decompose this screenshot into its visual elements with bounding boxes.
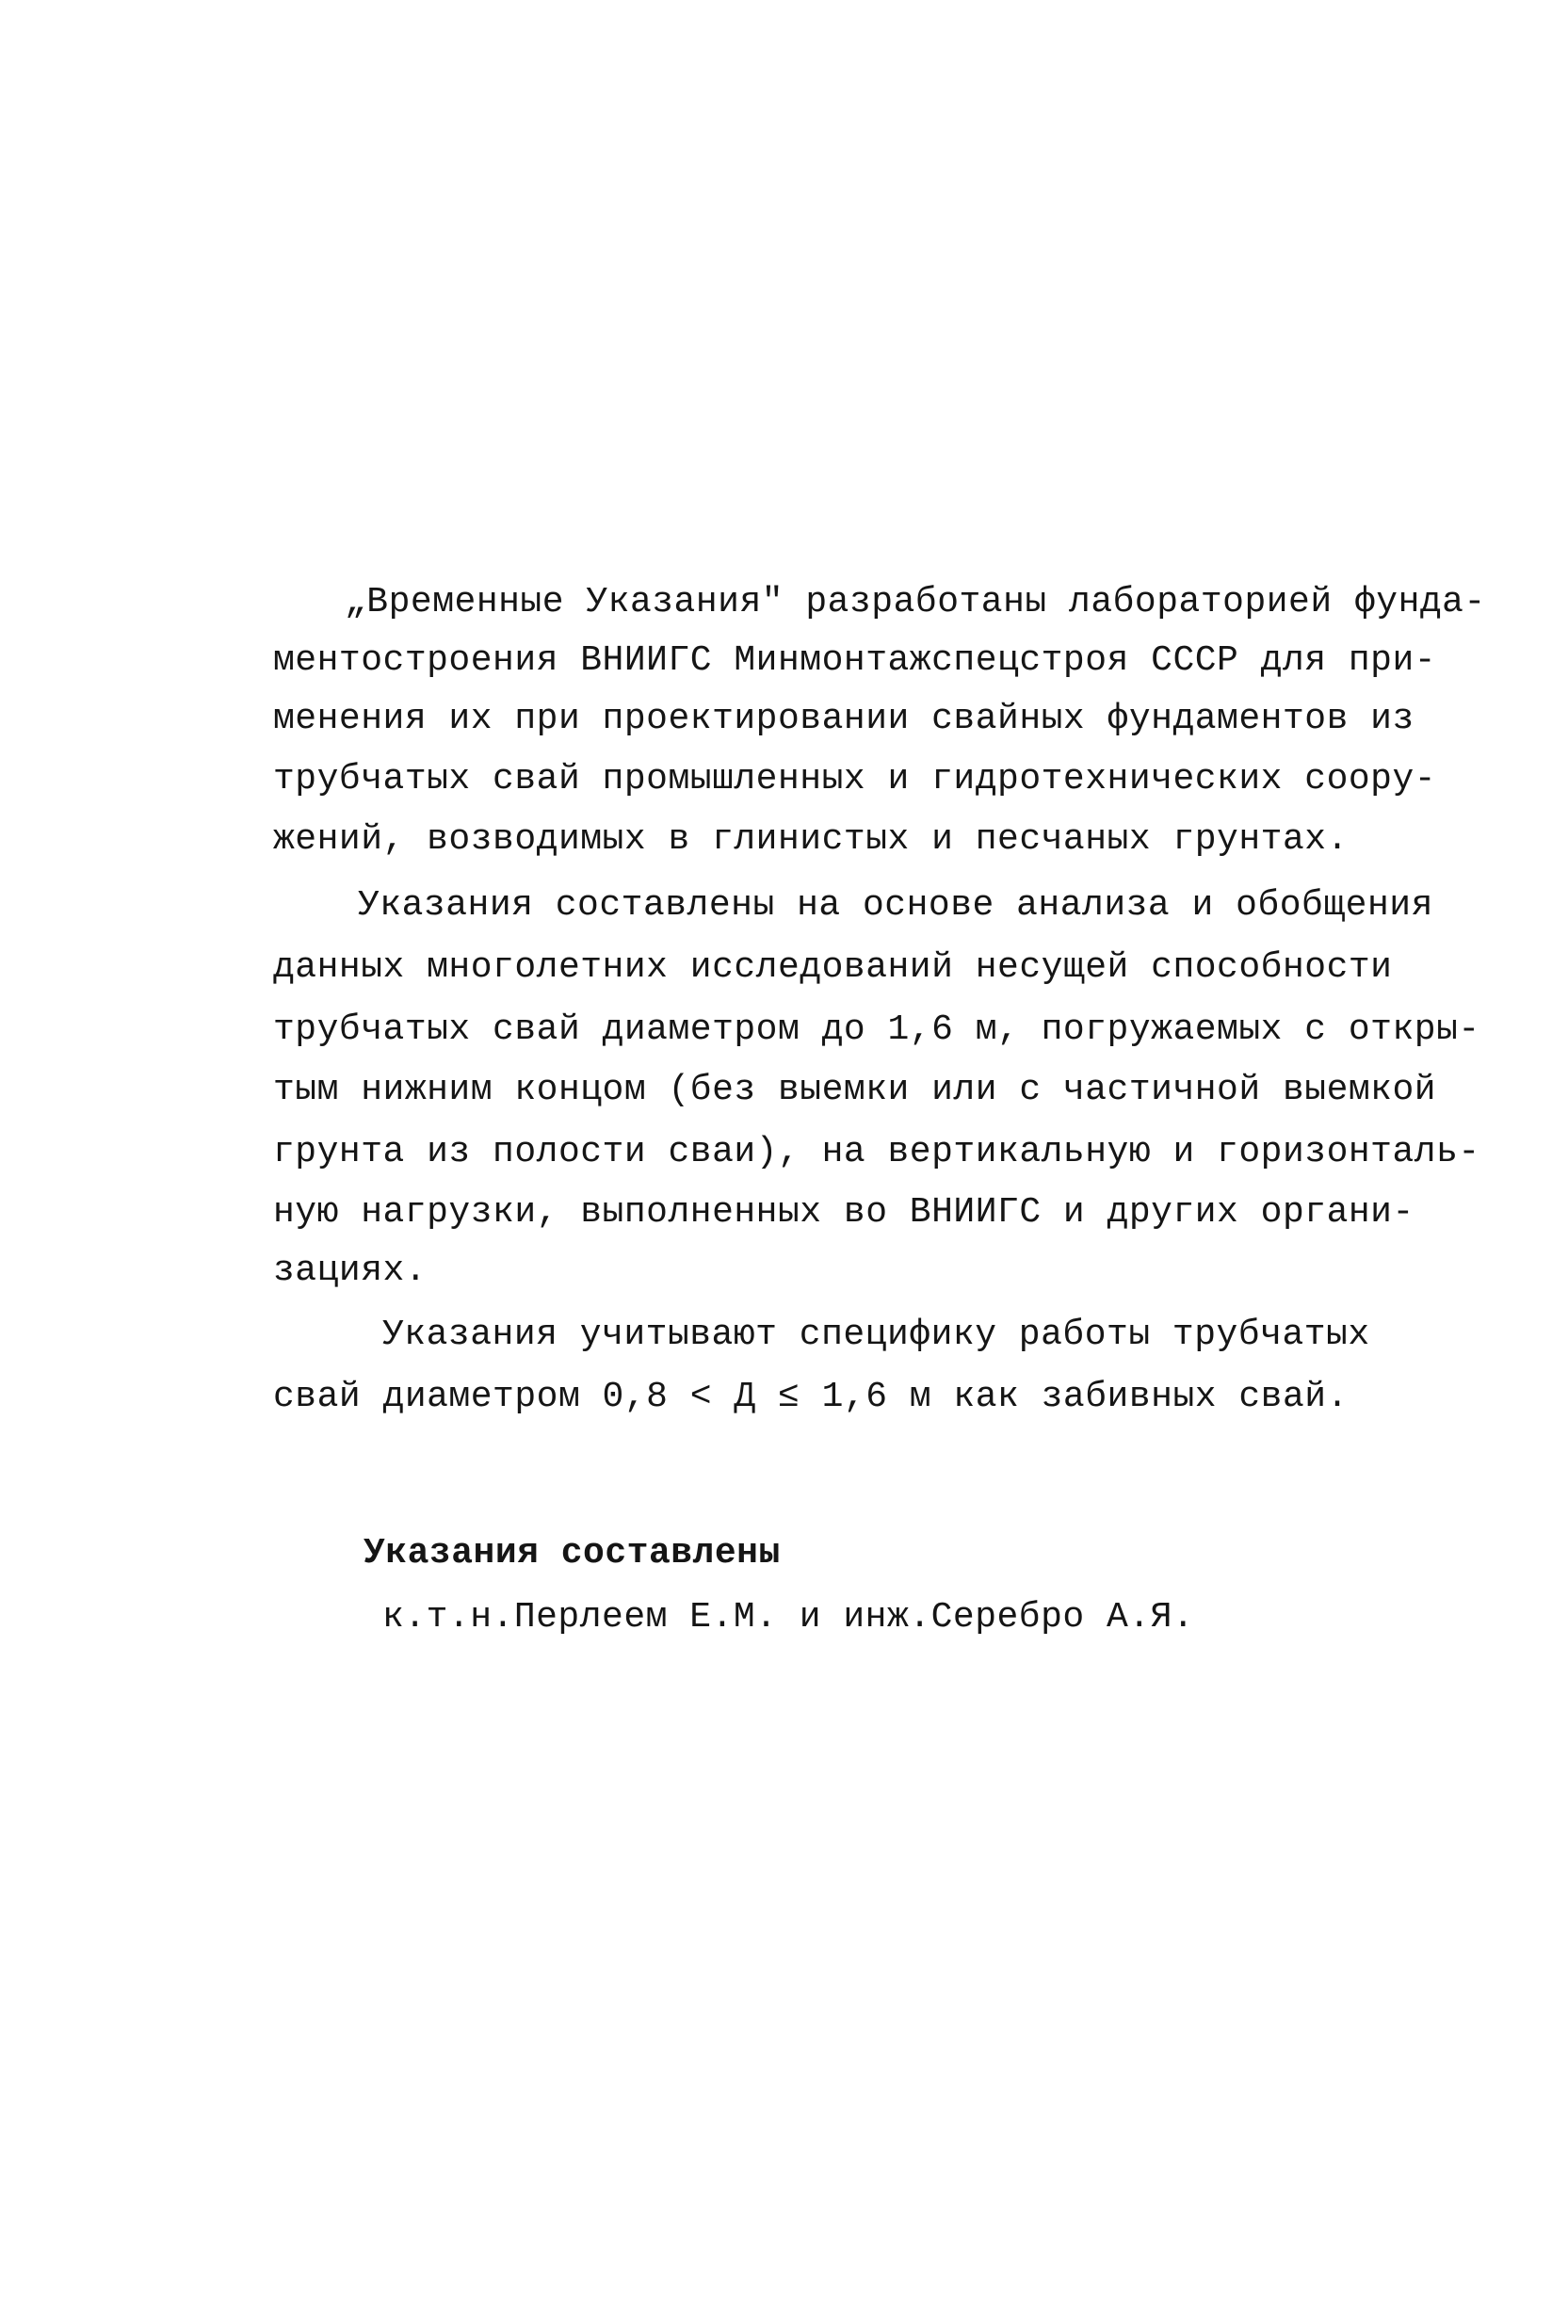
paragraph2-line5: грунта из полости сваи), на вертикальную и горизонталь-: [273, 1132, 1480, 1172]
paragraph2-line2: данных многолетних исследований несущей способности: [273, 947, 1393, 988]
authors-names: к.т.н.Перлеем Е.М. и инж.Серебро А.Я.: [382, 1597, 1195, 1638]
paragraph1-line5: жений, возводимых в глинистых и песчаных грунтах.: [273, 819, 1349, 860]
paragraph2-line7: зациях.: [273, 1251, 428, 1291]
paragraph1-line1: „Временные Указания" разработаны лабораторией фунда-: [345, 582, 1486, 622]
paragraph2-line6: ную нагрузки, выполненных во ВНИИГС и других органи-: [273, 1192, 1414, 1233]
paragraph2-line3: трубчатых свай диаметром до 1,6 м, погружаемых с откры-: [273, 1009, 1480, 1050]
paragraph3-line2: свай диаметром 0,8 < Д ≤ 1,6 м как забивных свай.: [273, 1377, 1349, 1417]
paragraph1-line4: трубчатых свай промышленных и гидротехнических соору-: [273, 759, 1437, 799]
paragraph1-line2: ментостроения ВНИИГС Минмонтажспецстроя СССР для при-: [273, 640, 1437, 681]
authors-label: Указания составлены: [364, 1533, 781, 1574]
paragraph3-line1: Указания учитывают специфику работы трубчатых: [382, 1315, 1370, 1355]
paragraph2-line1: Указания составлены на основе анализа и обобщения: [358, 885, 1433, 926]
paragraph1-line3: менения их при проектировании свайных фундаментов из: [273, 699, 1414, 739]
paragraph2-line4: тым нижним концом (без выемки или с частичной выемкой: [273, 1070, 1437, 1110]
